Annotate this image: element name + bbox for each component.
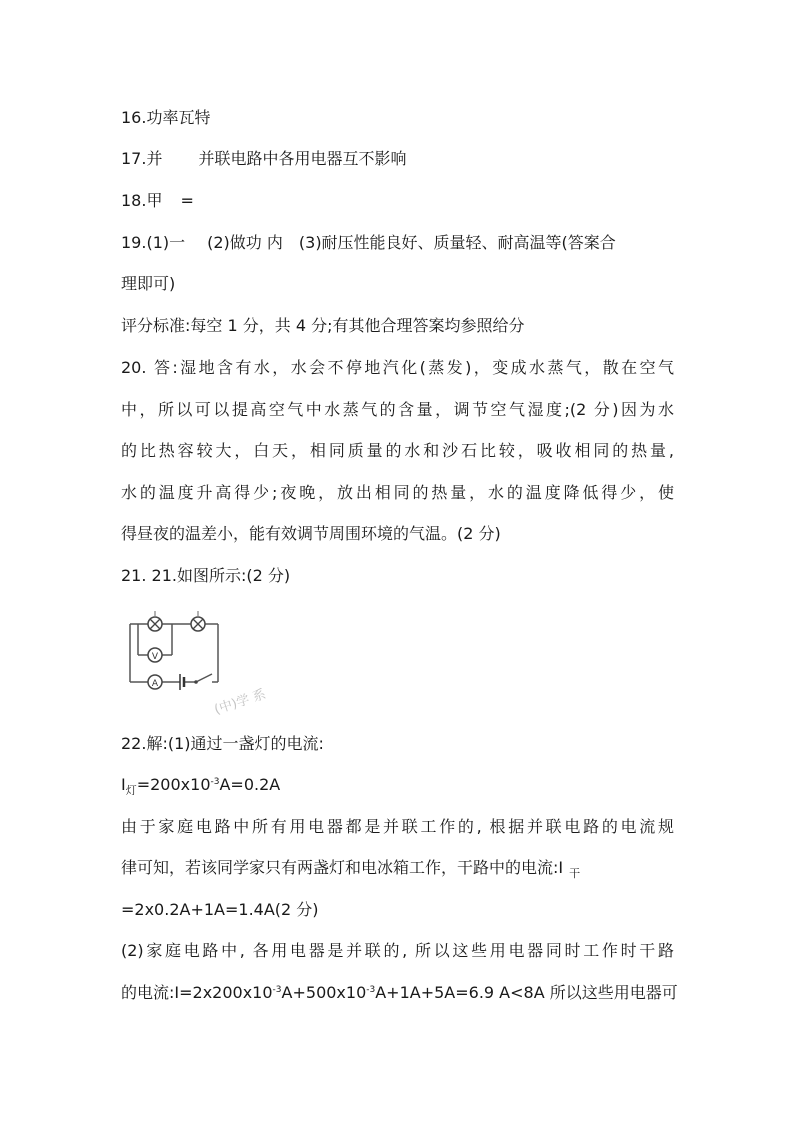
answer-18 xyxy=(121,191,674,211)
answer-20-line-5: 得昼夜的温差小，能有效调节周围环境的气温。(2 分) xyxy=(121,524,501,543)
formula-subscript: 干 xyxy=(569,867,581,880)
formula-exponent: -3 xyxy=(272,985,282,995)
formula-part: A+500x10 xyxy=(281,983,367,1002)
answer-19-part-2: (2)做功 内 xyxy=(207,233,283,252)
answer-22-formula-1 xyxy=(121,775,674,798)
formula-part: A+1A+5A=6.9 A<8A 所以这些用电器可 xyxy=(375,983,678,1002)
lamp-2-icon xyxy=(191,611,205,631)
answer-20-line-4: 水的温度升高得少;夜晚，放出相同的热量，水的温度降低得少，使 xyxy=(121,483,674,502)
formula-exponent: -3 xyxy=(366,985,376,995)
ammeter-label: A xyxy=(151,679,159,689)
answer-22-line-5 xyxy=(121,983,678,1006)
answer-19-part-1: 19.(1)一 xyxy=(121,233,186,252)
formula-part: =200x10 xyxy=(136,775,211,794)
formula-exponent: -3 xyxy=(210,777,220,787)
switch-icon xyxy=(194,680,198,684)
watermark-text: (中)学 系 xyxy=(212,687,268,718)
scoring-standard: 评分标准:每空 1 分，共 4 分;有其他合理答案均参照给分 xyxy=(121,316,525,335)
answer-22-text: 律可知，若该同学家只有两盏灯和电冰箱工作，干路中的电流:I xyxy=(121,858,564,877)
answer-20-line-2: 中，所以可以提高空气中水蒸气的含量，调节空气湿度;(2 分)因为水 xyxy=(121,400,674,419)
answer-17-blank-1: 17.并 xyxy=(121,149,163,168)
answer-19-line-2: 理即可) xyxy=(121,274,176,293)
answer-19-line-1 xyxy=(121,233,674,253)
answer-16: 16.功率瓦特 xyxy=(121,108,211,127)
answer-20-line-3: 的比热容较大，白天，相同质量的水和沙石比较，吸收相同的热量, xyxy=(121,441,674,460)
answer-20-line-1: 20. 答:湿地含有水，水会不停地汽化(蒸发)，变成水蒸气，散在空气 xyxy=(121,358,674,377)
answer-18-blank-1: 18.甲 xyxy=(121,191,163,210)
answer-19-part-3: (3)耐压性能良好、质量轻、耐高温等(答案合 xyxy=(298,233,616,252)
answer-18-blank-2: = xyxy=(180,191,194,210)
lamp-1-icon xyxy=(148,611,162,631)
voltmeter-icon xyxy=(148,648,162,662)
ammeter-icon xyxy=(148,675,162,689)
battery-icon xyxy=(180,674,184,690)
answer-17-blank-2: 并联电路中各用电器互不影响 xyxy=(198,149,407,168)
answer-21: 21. 21.如图所示:(2 分) xyxy=(121,566,291,585)
answer-22-line-2 xyxy=(121,858,674,880)
answer-22-line-3: =2x0.2A+1A=1.4A(2 分) xyxy=(121,900,319,919)
answer-17 xyxy=(121,149,674,169)
formula-part: 的电流:I=2x200x10 xyxy=(121,983,273,1002)
formula-subscript: 灯 xyxy=(125,784,137,797)
answer-22-intro: 22.解:(1)通过一盏灯的电流: xyxy=(121,734,324,753)
formula-symbol: I xyxy=(121,775,126,794)
answer-22-line-4: (2)家庭电路中, 各用电器是并联的, 所以这些用电器同时工作时干路 xyxy=(121,941,674,960)
formula-part: A=0.2A xyxy=(219,775,281,794)
circuit-diagram xyxy=(118,610,300,720)
voltmeter-label: V xyxy=(151,652,159,662)
answer-22-line-1: 由于家庭电路中所有用电器都是并联工作的, 根据并联电路的电流规 xyxy=(121,817,674,836)
